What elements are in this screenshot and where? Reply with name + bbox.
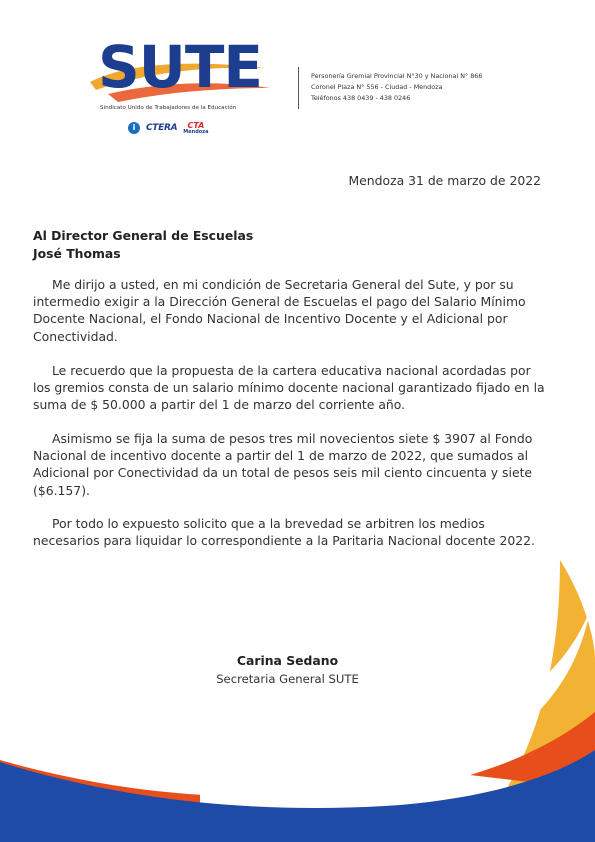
letter-date: Mendoza 31 de marzo de 2022 xyxy=(348,173,541,188)
cta-logo-text: CTA xyxy=(187,120,205,130)
logo-subtitle: Sindicato Unido de Trabajadores de la Educación xyxy=(100,105,237,111)
ctera-logo: CTERA xyxy=(146,123,178,133)
signature-block xyxy=(0,652,595,688)
cta-logo-region: Mendoza xyxy=(183,128,209,135)
body-paragraph: Por todo lo expuesto solicito que a la brevedad se arbitren los medios necesarios para liquidar lo correspondiente a la Paritaria Nacional docente 2022. xyxy=(33,516,535,549)
letterhead-info-line: Personería Gremial Provincial N°30 y Nacional N° 866 xyxy=(311,72,483,80)
signature-role: Secretaria General SUTE xyxy=(216,672,359,686)
body-paragraph: Le recuerdo que la propuesta de la cartera educativa nacional acordadas por los gremios consta de un salario mínimo docente nacional garantizado fijado en la suma de $ 50.000 a partir del 1 de marzo del corriente año. xyxy=(33,363,545,413)
recipient-name: José Thomas xyxy=(33,246,121,261)
body-paragraph: Asimismo se fija la suma de pesos tres mil novecientos siete $ 3907 al Fondo Nacional de incentivo docente a partir del 1 de marzo de 2022, que sumados al Adicional por Conectividad da un total de pesos seis mil ciento cincuenta y siete ($6.157). xyxy=(33,431,533,498)
letterhead-info xyxy=(311,71,482,104)
letterhead-info-line: Teléfonos 438 0439 - 438 0246 xyxy=(311,94,411,102)
sute-logo xyxy=(88,32,278,142)
info-circle-icon: i xyxy=(128,122,140,134)
signature-name: Carina Sedano xyxy=(236,653,339,668)
logo-wordmark: SUTE xyxy=(98,33,263,101)
recipient-block xyxy=(33,227,253,263)
recipient-title: Al Director General de Escuelas xyxy=(33,228,254,243)
letterhead-info-line: Coronel Plaza N° 556 - Ciudad - Mendoza xyxy=(311,83,443,91)
header-divider xyxy=(298,67,299,109)
body-paragraph: Me dirijo a usted, en mi condición de Secretaria General del Sute, y por su intermedio exigir a la Dirección General de Escuelas el pago del Salario Mínimo Docente Nacional, el Fondo Nacional de Incentivo Docente y el Adicional por Conectividad. xyxy=(33,277,526,344)
cta-logo xyxy=(183,122,208,135)
affiliation-logos xyxy=(128,120,209,136)
